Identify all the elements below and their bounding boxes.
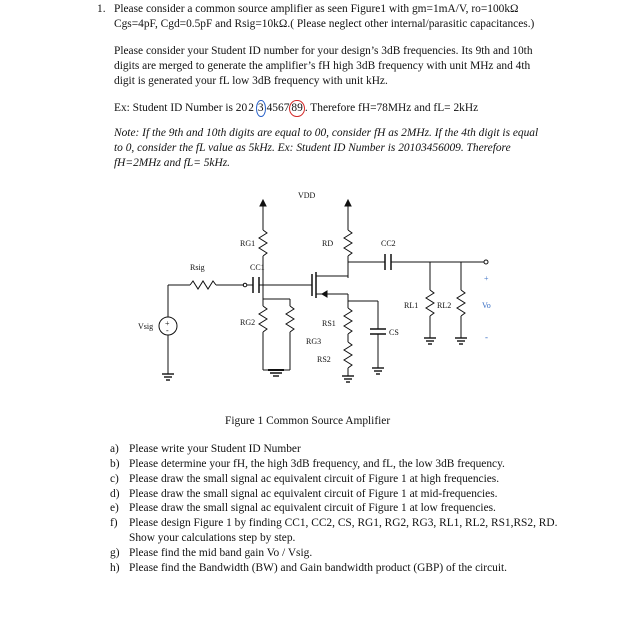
rg1-label: RG1 xyxy=(240,239,256,248)
note-line-1: Note: If the 9th and 10th digits are equal to 00, consider fH as 2MHz. If the 4th digit is equal xyxy=(114,127,539,139)
cc1-capacitor xyxy=(253,277,259,293)
rd-label: RD xyxy=(322,239,334,248)
example-digit-10: 9 xyxy=(297,102,303,114)
rl2-label: RL2 xyxy=(437,301,452,310)
problem-line-1: Please consider a common source amplifier as seen Figure1 with gm=1mA/V, ro=100kΩ xyxy=(114,3,519,15)
instruction-line-3: digit is generated your fL low 3dB frequency with unit kHz. xyxy=(114,75,388,87)
output-plus: + xyxy=(484,274,489,283)
rg3-label: RG3 xyxy=(306,337,322,346)
note-line-3: fH=2MHz and fL= 5kHz. xyxy=(114,157,230,169)
instruction-line-2: digits are merged to generate the amplifier’s fH high 3dB frequency with unit MHz and 4th xyxy=(114,60,531,72)
rs2-resistor xyxy=(344,342,352,368)
vo-label: Vo xyxy=(482,301,491,310)
output-terminal xyxy=(484,260,488,264)
rg3-resistor xyxy=(286,306,294,332)
circuit-diagram xyxy=(0,178,631,398)
rd-resistor xyxy=(344,230,352,256)
rl1-label: RL1 xyxy=(404,301,419,310)
ground-gate xyxy=(268,370,284,376)
ground-rl2 xyxy=(455,338,467,344)
question-c: c) Please draw the small signal ac equivalent circuit of Figure 1 at high frequencies. xyxy=(110,473,500,485)
note-line-2: to 0, consider the fL value as 5kHz. Ex: Student ID Number is 20103456009. Therefore xyxy=(114,142,511,154)
question-g: g) Please find the mid band gain Vo / Vsig. xyxy=(110,547,313,559)
vdd-label: VDD xyxy=(298,191,316,200)
circled-digits-9-10 xyxy=(289,100,304,117)
vdd-arrow-left xyxy=(260,200,266,222)
rsig-label: Rsig xyxy=(190,263,205,272)
example-middle-digits: 456 xyxy=(266,102,284,114)
cc2-capacitor xyxy=(385,254,391,270)
vsig-minus: - xyxy=(166,326,169,335)
question-h: h) Please find the Bandwidth (BW) and Gain bandwidth product (GBP) of the circuit. xyxy=(110,562,508,574)
question-f-continued: Show your calculations step by step. xyxy=(129,532,296,544)
vsig-plus: + xyxy=(165,319,170,328)
output-minus: - xyxy=(485,332,488,342)
example-prefix: Ex: Student ID Number is 20 xyxy=(114,102,248,114)
cs-capacitor xyxy=(370,329,386,334)
example-suffix: . Therefore fH=78MHz and fL= 2kHz xyxy=(304,102,479,114)
example-digit-8: 7 xyxy=(283,102,290,114)
rg2-resistor xyxy=(259,306,267,332)
ground-rl1 xyxy=(424,338,436,344)
circled-digit-4: 3 xyxy=(256,100,266,117)
figure-caption: Figure 1 Common Source Amplifier xyxy=(225,415,391,427)
rs1-resistor xyxy=(344,308,352,334)
problem-number: 1. xyxy=(97,3,106,15)
question-b: b) Please determine your fH, the high 3dB frequency, and fL, the low 3dB frequency. xyxy=(110,458,505,470)
vdd-arrow-right xyxy=(345,200,351,222)
example-digit-9: 8 xyxy=(291,102,298,114)
circled-digit-3: 2 xyxy=(248,102,254,114)
cc2-label: CC2 xyxy=(381,239,396,248)
ground-vsig xyxy=(162,374,174,380)
cc1-label: CC1 xyxy=(250,263,265,272)
rs1-label: RS1 xyxy=(322,319,336,328)
cs-label: CS xyxy=(389,328,399,337)
instruction-line-1: Please consider your Student ID number for your design’s 3dB frequencies. Its 9th and 10th xyxy=(114,45,533,57)
question-d: d) Please draw the small signal ac equivalent circuit of Figure 1 at mid-frequencies. xyxy=(110,488,498,500)
rg2-label: RG2 xyxy=(240,318,256,327)
ground-rs2 xyxy=(342,376,354,382)
question-f: f) Please design Figure 1 by finding CC1, CC2, CS, RG1, RG2, RG3, RL1, RL2, RS1,RS2, RD. xyxy=(110,517,558,529)
ground-cs xyxy=(372,368,384,374)
vsig-label: Vsig xyxy=(138,322,154,331)
rs2-label: RS2 xyxy=(317,355,331,364)
example-line xyxy=(114,100,478,117)
problem-line-2: Cgs=4pF, Cgd=0.5pF and Rsig=10kΩ.( Please neglect other internal/parasitic capacitances.) xyxy=(114,18,535,30)
rg1-resistor xyxy=(259,230,267,256)
question-e: e) Please draw the small signal ac equivalent circuit of Figure 1 at low frequencies. xyxy=(110,502,496,514)
rsig-resistor xyxy=(190,281,216,289)
rl1-resistor xyxy=(426,290,434,316)
question-a: a) Please write your Student ID Number xyxy=(110,443,301,455)
mosfet xyxy=(312,272,348,298)
rl2-resistor xyxy=(457,290,465,316)
